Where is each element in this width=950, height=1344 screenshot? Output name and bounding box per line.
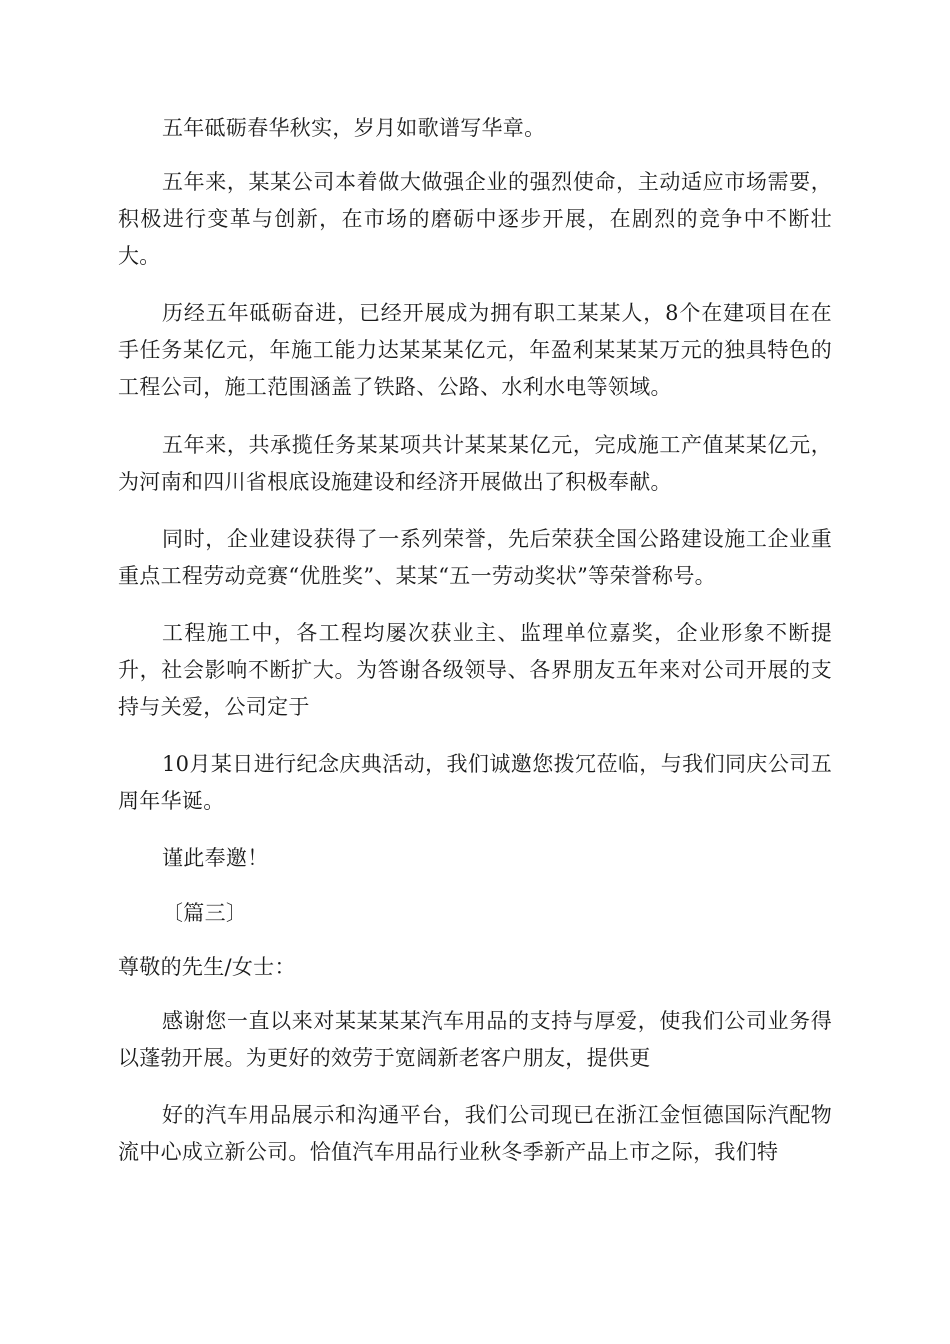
paragraph-new-company: 好的汽车用品展示和沟通平台，我们公司现已在浙江金恒德国际汽配物流中心成立新公司。恰值汽车用品行业秋冬季新产品上市之际，我们特 xyxy=(118,1103,832,1164)
salutation: 尊敬的先生/女士： xyxy=(118,955,296,979)
paragraph-invitation: 10月某日进行纪念庆典活动，我们诚邀您拨冗莅临，与我们同庆公司五周年华诞。 xyxy=(118,752,832,813)
section-heading: 〔篇三〕 xyxy=(162,901,248,925)
paragraph-honors: 同时，企业建设获得了一系列荣誉，先后荣获全国公路建设施工企业重重点工程劳动竞赛“优胜奖”、某某“五一劳动奖状”等荣誉称号。 xyxy=(118,527,832,588)
paragraph-five-years: 五年来，某某公司本着做大做强企业的强烈使命，主动适应市场需要，积极进行变革与创新，在市场的磨砺中逐步开展，在剧烈的竞争中不断壮大。 xyxy=(118,170,832,268)
paragraph-development: 历经五年砥砺奋进，已经开展成为拥有职工某某人，8个在建项目在在手任务某亿元，年施工能力达某某某亿元，年盈利某某某万元的独具特色的工程公司，施工范围涵盖了铁路、公路、水利水电等领域。 xyxy=(118,301,832,399)
paragraph-contracts: 五年来，共承揽任务某某项共计某某某亿元，完成施工产值某某亿元，为河南和四川省根底设施建设和经济开展做出了积极奉献。 xyxy=(118,433,832,494)
paragraph-construction: 工程施工中，各工程均屡次获业主、监理单位嘉奖，企业形象不断提升，社会影响不断扩大。为答谢各级领导、各界朋友五年来对公司开展的支持与关爱，公司定于 xyxy=(118,621,832,719)
paragraph-intro: 五年砥砺春华秋实，岁月如歌谱写华章。 xyxy=(162,116,546,140)
paragraph-thanks: 感谢您一直以来对某某某某汽车用品的支持与厚爱，使我们公司业务得以蓬勃开展。为更好的效劳于宽阔新老客户朋友，提供更 xyxy=(118,1009,832,1070)
paragraph-closing: 谨此奉邀！ xyxy=(162,846,269,870)
